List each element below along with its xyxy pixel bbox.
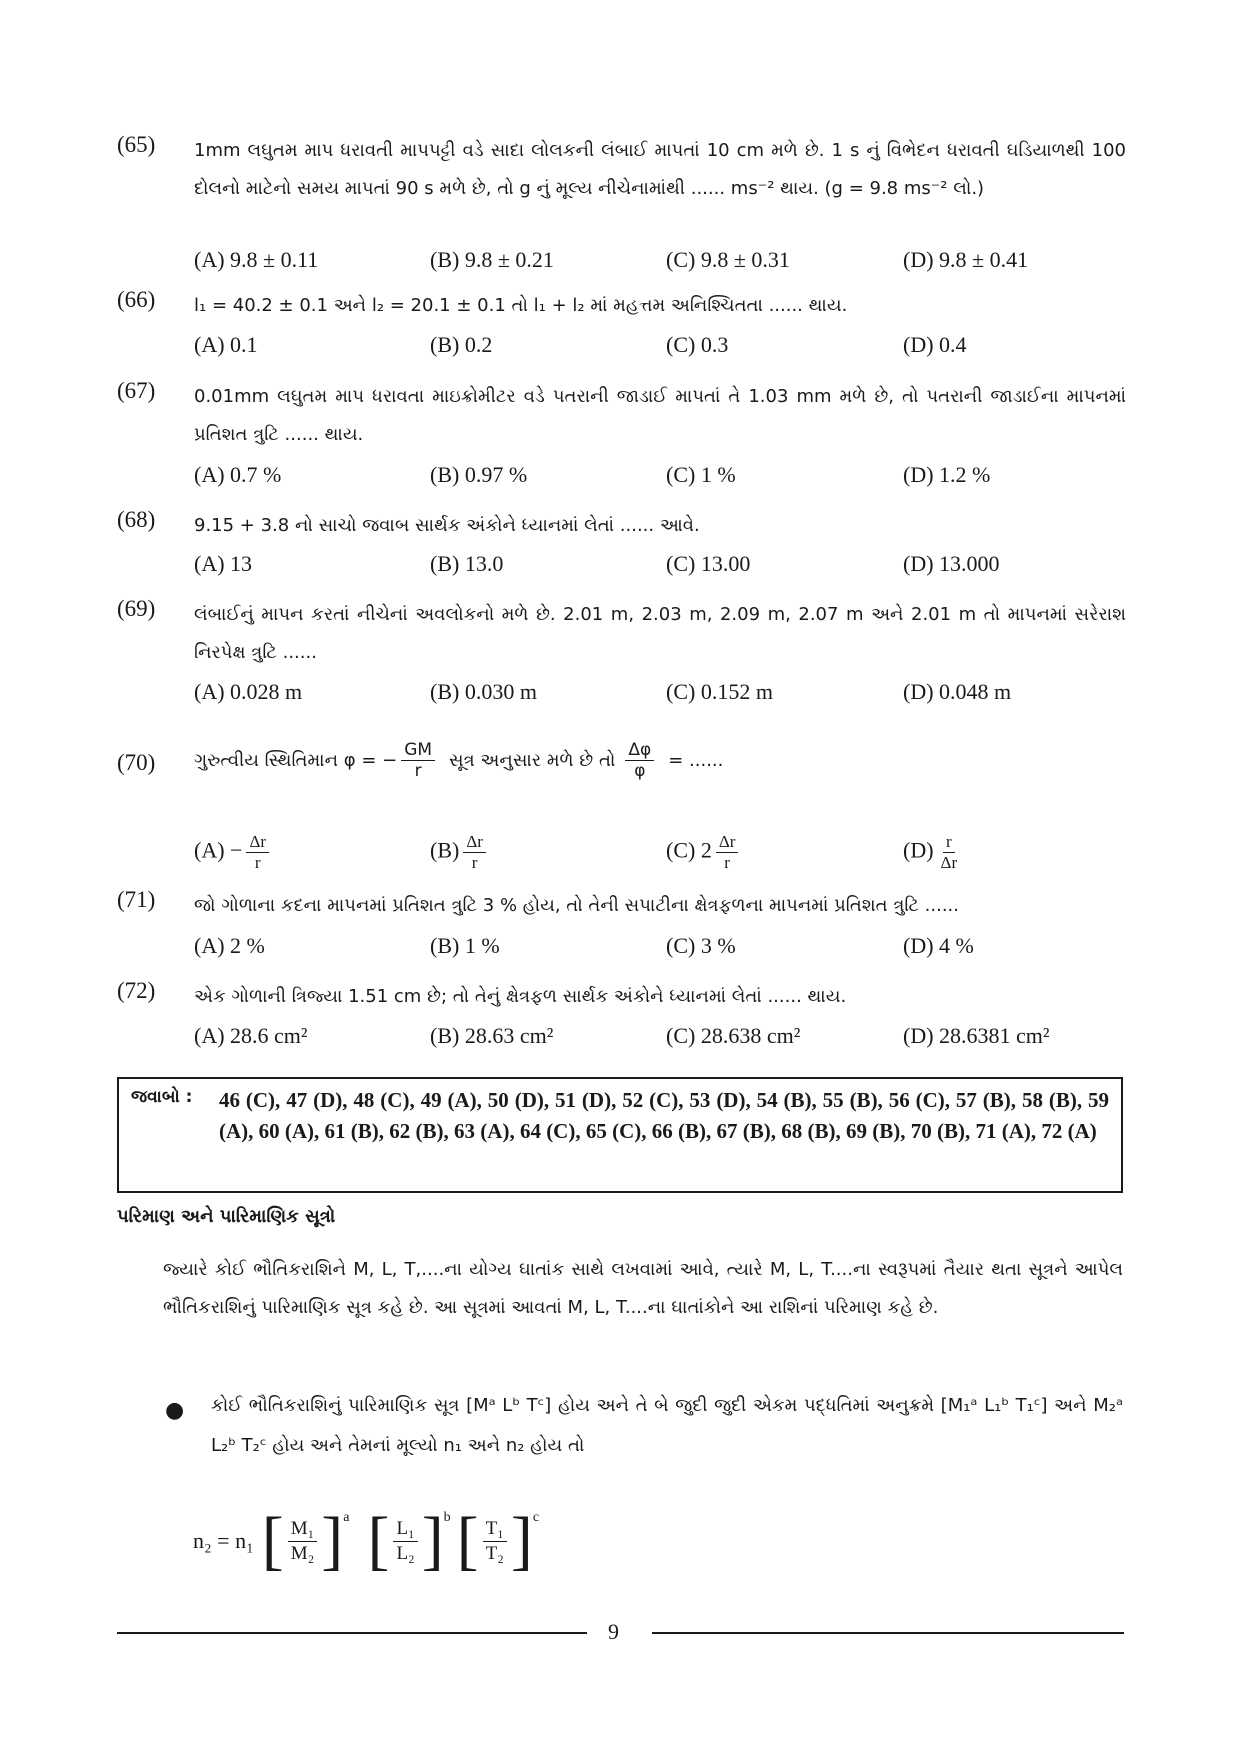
formula-fraction [483,1517,507,1566]
exponent: a [343,1510,350,1525]
options-row [194,551,1129,581]
fraction-denominator: Δr [940,853,958,872]
option-fraction [463,832,486,873]
option-a: (A) 2 % [194,933,265,958]
question-text: 0.01mm લઘુતમ માપ ધરાવતા માઇક્રોમીટર વડે પતરાની જાડાઈ માપતાં તે 1.03 mm મળે છે, તો પતરાની જાડાઈના માપનમાં પ્રતિશત ત્રુટિ ...... થાય. [194,386,1126,445]
question-67 [117,378,1127,487]
option-fraction [246,832,269,873]
options-row [194,247,1129,277]
exponent: c [532,1510,540,1525]
question-text-part: = ...... [668,749,724,771]
conversion-formula [193,1504,540,1577]
fraction-denominator: L₂ [396,1542,415,1564]
question-text [194,740,1126,781]
bullet-icon: ● [165,1398,185,1423]
option-d: (D) 4 % [903,933,974,958]
options-row [194,679,1129,709]
fraction-numerator: r [943,832,955,853]
options-row [194,832,1129,882]
question-72 [117,978,1127,1048]
question-number: (70) [117,750,156,775]
fraction-denominator: r [724,853,730,872]
formula-term-length [367,1504,451,1577]
question-number: (66) [117,287,156,312]
option-c: (C) 0.152 m [666,679,773,704]
option-label: (A) − [194,837,243,863]
option-c: (C) 28.638 cm² [666,1023,801,1048]
option-d: (D) 9.8 ± 0.41 [903,247,1029,272]
fraction-numerator: L₁ [393,1517,417,1542]
question-69 [117,596,1127,704]
option-c: (C) 0.3 [666,332,729,357]
fraction-numerator: Δr [246,832,269,853]
option-b: (B) 13.0 [430,551,504,576]
fraction-numerator: M₁ [288,1517,318,1542]
question-number: (65) [117,132,156,157]
question-text: l₁ = 40.2 ± 0.1 અને l₂ = 20.1 ± 0.1 તો l₁ + l₂ માં મહત્તમ અનિશ્ચિતતા ...... થાય. [194,295,848,316]
option-b: (B) 0.030 m [430,679,537,704]
option-fraction [716,832,739,873]
question-text: લંબાઈનું માપન કરતાં નીચેનાં અવલોકનો મળે છે. 2.01 m, 2.03 m, 2.09 m, 2.07 m અને 2.01 m તો માપનમાં સરેરાશ નિરપેક્ષ ત્રુટિ ...... [194,604,1126,663]
option-d: (D) 0.048 m [903,679,1012,704]
fraction-gm-over-r [401,740,435,781]
option-b: (B) 0.2 [430,332,493,357]
section-paragraph: જ્યારે કોઈ ભૌતિકરાશિને M, L, T,....ના યોગ્ય ઘાતાંક સાથે લખવામાં આવે, ત્યારે M, L, T....ના સ્વરૂપમાં તૈયાર થતા સૂત્રને આપેલ ભૌતિકરાશિનું પારિમાણિક સૂત્ર કહે છે. આ સૂત્રમાં આવતાં M, L, T....ના ઘાતાંકોને આ રાશિનાં પરિમાણ કહે છે. [163,1259,1123,1318]
question-text-part: ગુરુત્વીય સ્થિતિમાન φ = − [194,749,398,771]
question-number: (71) [117,887,156,912]
option-c: (C) 3 % [666,933,736,958]
fraction-numerator: T₁ [483,1517,507,1542]
question-number: (72) [117,978,156,1003]
option-d: (D) 28.6381 cm² [903,1023,1050,1048]
bullet-text: કોઈ ભૌતિકરાશિનું પારિમાણિક સૂત્ર [Mᵃ Lᵇ Tᶜ] હોય અને તે બે જુદી જુદી એકમ પદ્ધતિમાં અનુક્રમે [M₁ᵃ L₁ᵇ T₁ᶜ] અને M₂ᵃ L₂ᵇ T₂ᶜ હોય અને તેમનાં મૂલ્યો n₁ અને n₂ હોય તો [211,1395,1123,1456]
option-c: (C) 13.00 [666,551,751,576]
options-row [194,332,1129,362]
fraction-numerator: Δr [716,832,739,853]
bracket-left: [ [456,1504,479,1577]
fraction-denominator: r [471,853,478,872]
option-fraction [938,832,961,873]
question-text-part: સૂત્ર અનુસાર મળે છે તો [449,749,616,771]
option-label: (D) [903,837,934,863]
question-number: (68) [117,507,156,532]
option-d: (D) 1.2 % [903,462,991,487]
question-66 [117,287,1127,357]
fraction-numerator: Δr [463,832,486,853]
fraction-numerator: Δφ [625,740,654,761]
option-a: (A) 13 [194,551,253,576]
formula-fraction [288,1517,318,1566]
option-b [430,832,490,873]
formula-lhs: n₂ = n₁ [193,1528,254,1553]
options-row [194,462,1129,492]
option-b: (B) 1 % [430,933,500,958]
fraction-denominator: r [414,761,422,781]
bracket-left: [ [261,1504,284,1577]
exponent: b [443,1510,451,1525]
formula-fraction [393,1517,417,1566]
option-c: (C) 9.8 ± 0.31 [666,247,790,272]
bracket-right: ] [421,1504,444,1577]
options-row [194,1023,1129,1053]
option-b: (B) 0.97 % [430,462,528,487]
footer-rule-right [652,1632,1124,1634]
option-label: (C) 2 [666,837,712,863]
section-heading: પરિમાણ અને પારિમાણિક સૂત્રો [117,1206,336,1227]
answer-key-text: 46 (C), 47 (D), 48 (C), 49 (A), 50 (D), 51 (D), 52 (C), 53 (D), 54 (B), 55 (B), 56 (C), 57 (B), 58 (B), 59 (A), 60 (A), 61 (B), 62 (B), 63 (A), 64 (C), 65 (C), 66 (B), 67 (B), 68 (B), 69 (B), 70 (B), 71 (A), 72 (A) [219,1088,1109,1143]
bracket-right: ] [321,1504,344,1577]
option-a: (A) 9.8 ± 0.11 [194,247,319,272]
question-number: (69) [117,596,156,621]
fraction-denominator: r [254,853,261,872]
question-71 [117,887,1127,958]
option-a: (A) 0.1 [194,332,258,357]
fraction-denominator: M₂ [290,1542,315,1564]
option-a [194,832,273,873]
page-number: 9 [608,1619,619,1644]
bracket-right: ] [510,1504,533,1577]
fraction-denominator: φ [634,761,646,781]
option-b: (B) 28.63 cm² [430,1023,554,1048]
bracket-left: [ [367,1504,390,1577]
question-65 [117,132,1127,272]
fraction-numerator: GM [401,740,435,761]
question-text: એક ગોળાની ત્રિજ્યા 1.51 cm છે; તો તેનું ક્ષેત્રફળ સાર્થક અંકોને ધ્યાનમાં લેતાં ...... થાય. [194,986,847,1007]
fraction-dphi-over-phi [625,740,654,781]
question-68 [117,507,1127,576]
option-d [903,832,964,873]
option-a: (A) 0.028 m [194,679,303,704]
options-row [194,933,1129,963]
answer-key-label: જવાબો : [131,1087,193,1107]
option-label: (B) [430,837,460,863]
fraction-denominator: T₂ [485,1542,504,1564]
option-b: (B) 9.8 ± 0.21 [430,247,554,272]
option-c [666,832,742,873]
formula-term-time [456,1504,540,1577]
answer-key-box [117,1077,1123,1193]
option-a: (A) 0.7 % [194,462,282,487]
option-d: (D) 13.000 [903,551,1000,576]
question-text: 1mm લઘુતમ માપ ધરાવતી માપપટ્ટી વડે સાદા લોલકની લંબાઈ માપતાં 10 cm મળે છે. 1 s નું વિભેદન ધરાવતી ઘડિયાળથી 100 દોલનો માટેનો સમય માપતાં 90 s મળે છે, તો g નું મૂલ્ય નીચેનામાંથી ...... ms⁻² થાય. (g = 9.8 ms⁻² લો.) [194,140,1126,199]
question-text: જો ગોળાના કદના માપનમાં પ્રતિશત ત્રુટિ 3 % હોય, તો તેની સપાટીના ક્ષેત્રફળના માપનમાં પ્રતિશત ત્રુટિ ...... [194,895,959,916]
option-c: (C) 1 % [666,462,736,487]
question-text: 9.15 + 3.8 નો સાચો જવાબ સાર્થક અંકોને ધ્યાનમાં લેતાં ...... આવે. [194,515,700,536]
option-d: (D) 0.4 [903,332,967,357]
footer-rule-left [117,1632,587,1634]
formula-term-mass [261,1504,350,1577]
question-number: (67) [117,378,156,403]
option-a: (A) 28.6 cm² [194,1023,308,1048]
